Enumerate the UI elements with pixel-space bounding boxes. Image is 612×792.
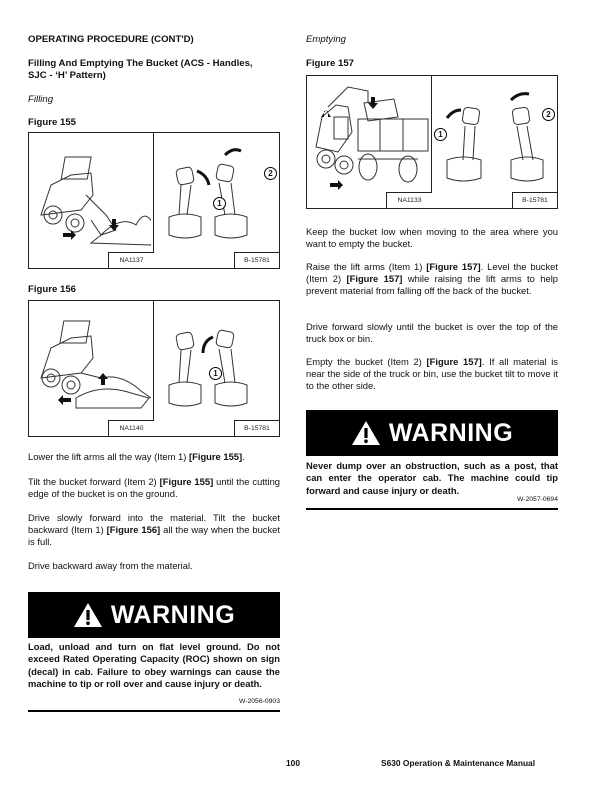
figure-157 bbox=[306, 75, 558, 209]
emptying-heading: Emptying bbox=[306, 34, 346, 45]
subsection-title-line1: Filling And Emptying The Bucket (ACS - Handles, bbox=[28, 58, 253, 69]
warning-text: Load, unload and turn on flat level ground. Do not exceed Rated Operating Capacity (ROC) shown on sign (decal) in cab. Failure to obey warnings can cause the machine to tip or roll over and cause injury or death. bbox=[28, 641, 280, 690]
warning-title: WARNING bbox=[110, 600, 236, 629]
paragraph: Tilt the bucket forward (Item 2) [Figure 155] until the cutting edge of the bucket is on the ground. bbox=[28, 476, 281, 499]
figure-code-right: B-15781 bbox=[512, 192, 557, 208]
warning-text: Never dump over an obstruction, such as a post, that can enter the operator cab. The machine could tip forward and cause injury or death. bbox=[306, 460, 558, 496]
arrow-down-icon bbox=[368, 97, 378, 109]
page-number: 100 bbox=[286, 758, 300, 768]
figure-code-left: NA1137 bbox=[108, 252, 154, 268]
filling-heading: Filling bbox=[28, 94, 54, 105]
warning-triangle-icon bbox=[351, 420, 381, 446]
callout-1: 1 bbox=[209, 367, 222, 380]
warning-banner bbox=[306, 410, 558, 456]
paragraph: Lower the lift arms all the way (Item 1) [Figure 155]. bbox=[28, 451, 245, 462]
figure-divider bbox=[153, 301, 154, 436]
paragraph: Raise the lift arms (Item 1) [Figure 157]. Level the bucket (Item 2) [Figure 157] while raising the lift arms to help prevent material from falling off the back of the bucket. bbox=[306, 261, 559, 296]
callout-2: 2 bbox=[542, 108, 555, 121]
section-title: OPERATING PROCEDURE (CONT'D) bbox=[28, 34, 194, 45]
subsection-title-line2: SJC - ‘H’ Pattern) bbox=[28, 70, 106, 81]
divider bbox=[306, 508, 558, 510]
figure-ref: [Figure 157] bbox=[426, 356, 482, 367]
subsection-title bbox=[28, 58, 288, 82]
figure-155 bbox=[28, 132, 280, 269]
warning-triangle-icon bbox=[73, 602, 103, 628]
paragraph: Drive backward away from the material. bbox=[28, 560, 193, 571]
arrow-icon bbox=[330, 180, 343, 190]
paragraph: Drive forward slowly until the bucket is over the top of the truck box or bin. bbox=[306, 321, 558, 344]
figure-ref: [Figure 157] bbox=[346, 273, 403, 284]
figure-156 bbox=[28, 300, 280, 437]
joystick-controls-illustration bbox=[155, 303, 280, 421]
callout-2: 2 bbox=[264, 167, 277, 180]
warning-title: WARNING bbox=[388, 418, 514, 447]
arrow-icon bbox=[197, 171, 209, 185]
figure-156-label: Figure 156 bbox=[28, 284, 76, 295]
figure-ref: [Figure 155] bbox=[159, 476, 214, 487]
figure-ref: [Figure 157] bbox=[426, 261, 481, 272]
callout-1: 1 bbox=[213, 197, 226, 210]
warning-banner bbox=[28, 592, 280, 638]
figure-code-right: B-15781 bbox=[234, 420, 279, 436]
loader-dumping-truck-illustration bbox=[308, 77, 430, 195]
paragraph: Drive slowly forward into the material. Tilt the bucket backward (Item 1) [Figure 156] all the way when the bucket is full. bbox=[28, 512, 280, 547]
warning-code: W-2056-0903 bbox=[238, 698, 280, 705]
figure-divider bbox=[153, 133, 154, 268]
joystick-controls-illustration bbox=[433, 78, 558, 194]
divider bbox=[28, 710, 280, 712]
arrow-left-icon bbox=[58, 395, 71, 405]
arrow-up-icon bbox=[98, 373, 108, 385]
figure-code-left: NA1140 bbox=[108, 420, 154, 436]
arrow-icon bbox=[511, 94, 529, 100]
loader-filling-illustration bbox=[31, 135, 151, 255]
figure-code-right: B-15781 bbox=[234, 252, 279, 268]
figure-code-left: NA1133 bbox=[386, 192, 432, 208]
figure-divider bbox=[431, 76, 432, 208]
joystick-controls-illustration bbox=[155, 135, 280, 253]
arrow-icon bbox=[447, 110, 461, 118]
figure-155-label: Figure 155 bbox=[28, 117, 76, 128]
warning-code: W-2057-0694 bbox=[516, 496, 558, 503]
figure-157-label: Figure 157 bbox=[306, 58, 354, 69]
arrow-down-icon bbox=[109, 219, 119, 231]
arrow-icon bbox=[203, 337, 213, 353]
paragraph: Empty the bucket (Item 2) [Figure 157]. If all material is near the side of the truck or bin, use the bucket tilt to move it to the other side. bbox=[306, 356, 558, 391]
figure-ref: [Figure 155] bbox=[189, 451, 243, 462]
manual-title: S630 Operation & Maintenance Manual bbox=[381, 758, 536, 768]
loader-full-bucket-illustration bbox=[31, 303, 151, 423]
paragraph: Keep the bucket low when moving to the area where you want to empty the bucket. bbox=[306, 226, 558, 249]
arrow-icon bbox=[225, 150, 241, 155]
callout-1: 1 bbox=[434, 128, 447, 141]
figure-ref: [Figure 156] bbox=[106, 524, 161, 535]
